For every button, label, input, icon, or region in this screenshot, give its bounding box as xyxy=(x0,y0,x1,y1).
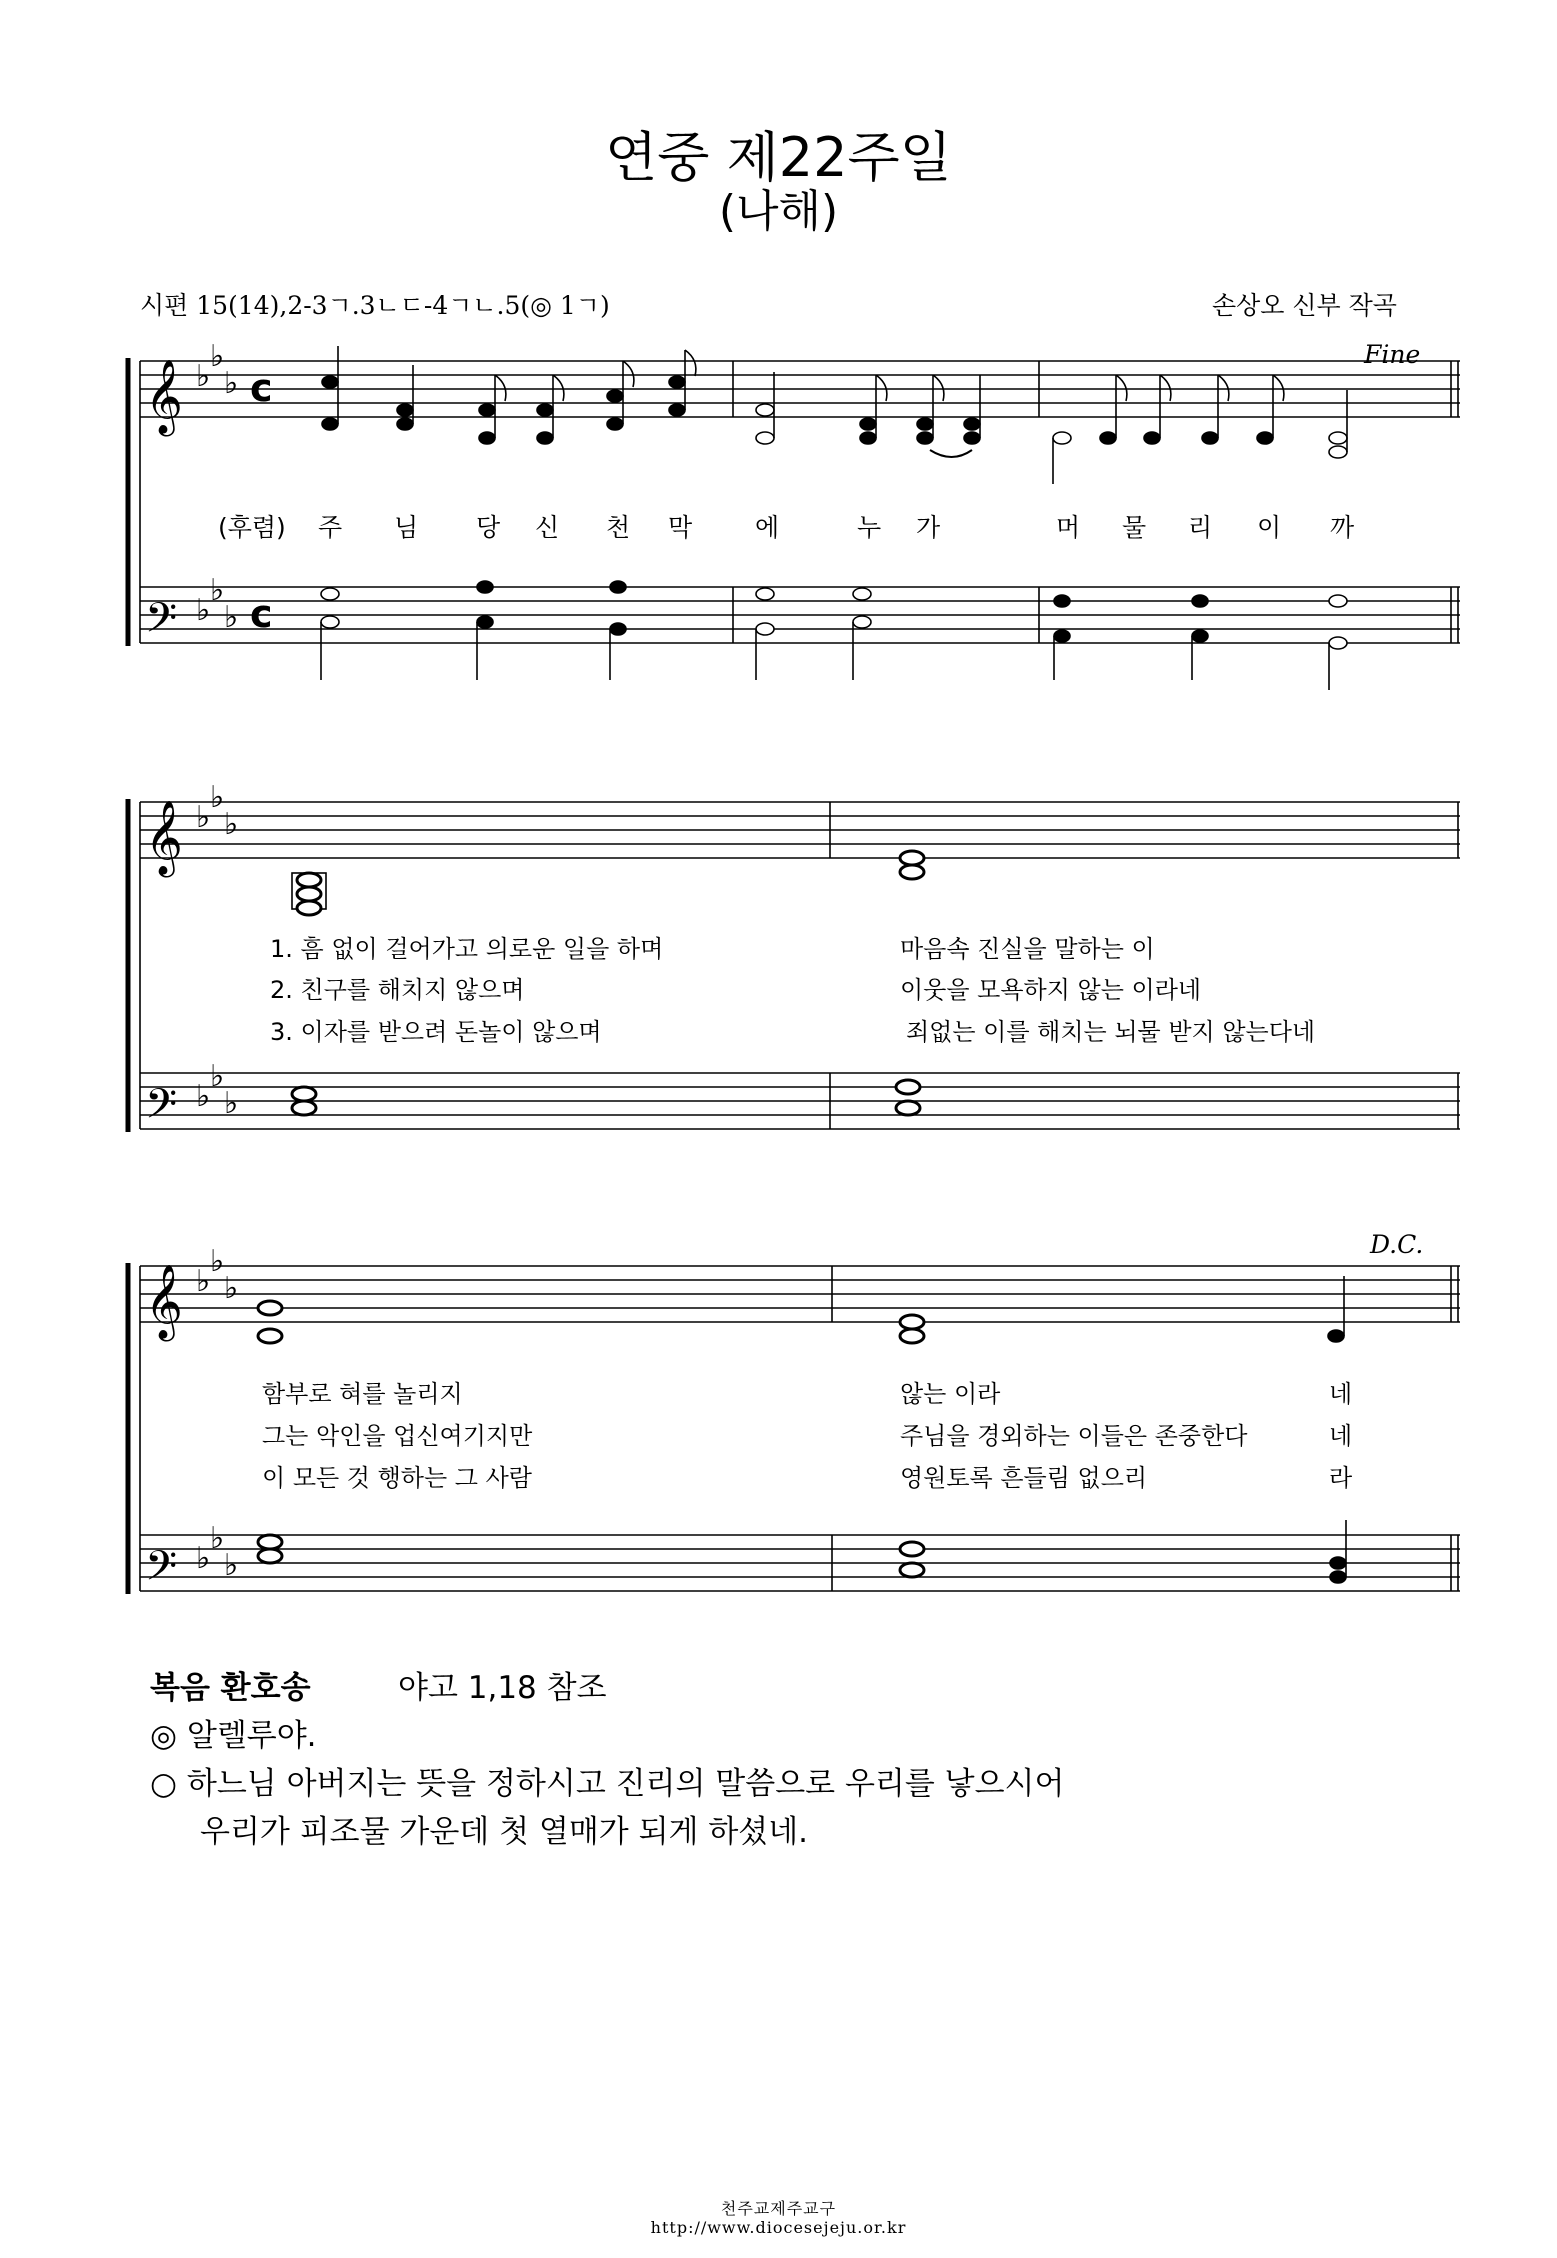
verse-ending: 라 xyxy=(1329,1464,1353,1492)
acclamation-verse: 우리가 피조물 가운데 첫 열매가 되게 하셨네. xyxy=(200,1814,809,1850)
acclamation-verse: ○ 하느님 아버지는 뜻을 정하시고 진리의 말씀으로 우리를 낳으시어 xyxy=(150,1766,1065,1802)
svg-text:𝄢: 𝄢 xyxy=(145,594,178,652)
refrain-syllable: 당 xyxy=(476,513,501,542)
verse-ending: 네 xyxy=(1329,1422,1353,1450)
svg-text:♭: ♭ xyxy=(224,807,239,842)
refrain-syllable: 까 xyxy=(1330,513,1355,542)
acclamation-response: ◎ 알렐루야. xyxy=(150,1718,317,1754)
composer-credit: 손상오 신부 작곡 xyxy=(1212,291,1397,320)
acclamation-reference: 야고 1,18 참조 xyxy=(398,1670,607,1706)
fine-mark: Fine xyxy=(1364,340,1421,369)
svg-text:♭: ♭ xyxy=(210,339,225,374)
page-title: 연중 제22주일 xyxy=(605,126,952,189)
verse-line: 3. 이자를 받으려 돈놀이 않으며 xyxy=(270,1018,602,1046)
svg-text:♭: ♭ xyxy=(196,1541,211,1576)
svg-text:𝄞: 𝄞 xyxy=(145,1265,183,1339)
svg-text:♭: ♭ xyxy=(210,1059,225,1094)
refrain-label: (후렴) xyxy=(218,513,286,542)
verse-ending: 네 xyxy=(1329,1380,1353,1408)
refrain-syllable: 누 xyxy=(857,513,882,542)
refrain-syllable: 리 xyxy=(1188,513,1213,542)
svg-text:𝄞: 𝄞 xyxy=(145,360,183,434)
psalm-reference: 시편 15(14),2-3ㄱ.3ㄴㄷ-4ㄱㄴ.5(◎ 1ㄱ) xyxy=(140,291,610,320)
footer-org: 천주교제주교구 xyxy=(720,2199,837,2218)
svg-text:♭: ♭ xyxy=(196,359,211,394)
svg-text:♭: ♭ xyxy=(210,1521,225,1556)
svg-text:♭: ♭ xyxy=(196,800,211,835)
svg-text:c: c xyxy=(250,366,273,410)
verse-line: 그는 악인을 업신여기지만 xyxy=(262,1422,533,1450)
svg-text:♭: ♭ xyxy=(210,1244,225,1279)
verse-line: 함부로 혀를 놀리지 xyxy=(262,1380,463,1408)
refrain-syllable: 에 xyxy=(755,513,780,542)
footer-url[interactable]: http://www.diocesejeju.or.kr xyxy=(650,2218,907,2237)
verse-line: 이웃을 모욕하지 않는 이라네 xyxy=(900,976,1202,1004)
svg-text:♭: ♭ xyxy=(224,1271,239,1306)
refrain-syllable: 이 xyxy=(1257,513,1282,542)
verse-line: 이 모든 것 행하는 그 사람 xyxy=(262,1464,532,1492)
verse-line: 죄없는 이를 해치는 뇌물 받지 않는다네 xyxy=(906,1018,1316,1046)
verse-line: 마음속 진실을 말하는 이 xyxy=(900,935,1155,963)
verse-line: 1. 흠 없이 걸어가고 의로운 일을 하며 xyxy=(270,935,664,963)
svg-text:♭: ♭ xyxy=(196,593,211,628)
page-subtitle: (나해) xyxy=(718,186,839,237)
refrain-syllable: 물 xyxy=(1122,513,1147,542)
acclamation-heading: 복음 환호송 xyxy=(150,1670,311,1706)
svg-text:♭: ♭ xyxy=(210,780,225,815)
svg-text:♭: ♭ xyxy=(196,1079,211,1114)
refrain-syllable: 머 xyxy=(1056,513,1081,542)
svg-text:𝄢: 𝄢 xyxy=(145,1080,178,1138)
verse-line: 않는 이라 xyxy=(900,1380,1001,1408)
svg-text:♭: ♭ xyxy=(210,573,225,608)
verse-line: 영원토록 흔들림 없으리 xyxy=(900,1464,1148,1492)
svg-text:𝄞: 𝄞 xyxy=(145,801,183,875)
refrain-syllable: 신 xyxy=(535,513,560,542)
dc-mark: D.C. xyxy=(1370,1230,1424,1259)
refrain-syllable: 천 xyxy=(606,513,631,542)
refrain-syllable: 님 xyxy=(394,513,419,542)
verse-line: 2. 친구를 해치지 않으며 xyxy=(270,976,525,1004)
svg-text:c: c xyxy=(250,592,273,636)
refrain-syllable: 가 xyxy=(916,513,941,542)
svg-text:♭: ♭ xyxy=(224,1548,239,1583)
refrain-syllable: 주 xyxy=(318,513,343,542)
svg-text:𝄢: 𝄢 xyxy=(145,1542,178,1600)
svg-text:♭: ♭ xyxy=(196,1264,211,1299)
svg-text:♭: ♭ xyxy=(224,600,239,635)
svg-text:♭: ♭ xyxy=(224,1086,239,1121)
refrain-syllable: 막 xyxy=(668,513,693,542)
verse-line: 주님을 경외하는 이들은 존중한다 xyxy=(900,1422,1248,1450)
svg-text:♭: ♭ xyxy=(224,366,239,401)
